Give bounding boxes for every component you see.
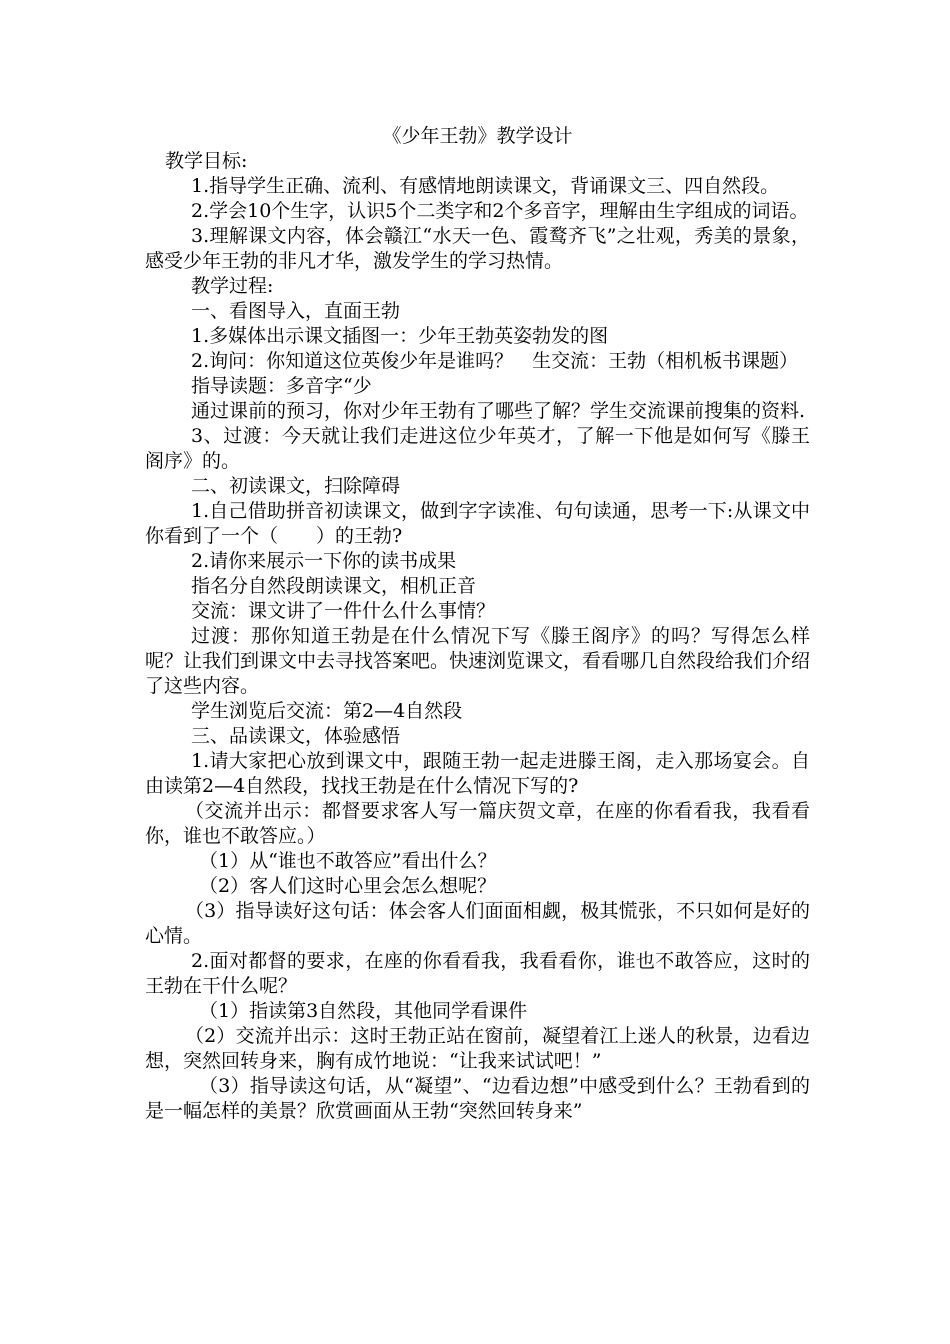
paragraph: 1.请大家把心放到课文中，跟随王勃一起走进滕王阁，走入那场宴会。自由读第2—4自然段，找找王勃是在什么情况下写的? bbox=[145, 750, 810, 797]
document-title: 《少年王勃》教学设计 bbox=[382, 125, 573, 147]
paragraph: （2）交流并出示：这时王勃正站在窗前，凝望着江上迷人的秋景，边看边想，突然回转身来，胸有成竹地说：“让我来试试吧！” bbox=[145, 1025, 810, 1072]
paragraph: 2.请你来展示一下你的读书成果 bbox=[191, 550, 457, 572]
paragraph: （交流并出示：都督要求客人写一篇庆贺文章，在座的你看看我，我看看你，谁也不敢答应。） bbox=[145, 800, 810, 847]
paragraph: 1.指导学生正确、流利、有感情地朗读课文，背诵课文三、四自然段。 bbox=[191, 175, 780, 197]
paragraph: 教学过程: bbox=[191, 275, 274, 297]
paragraph: 二、初读课文，扫除障碍 bbox=[191, 475, 401, 497]
paragraph: 1.自己借助拼音初读课文，做到字字读准、句句读通，思考一下:从课文中你看到了一个（ ）的王勃? bbox=[145, 500, 810, 547]
paragraph: 2.询问：你知道这位英俊少年是谁吗？ 生交流：王勃（相机板书课题） bbox=[191, 350, 799, 372]
paragraph: （3）指导读这句话，从“凝望”、“边看边想”中感受到什么？王勃看到的是一幅怎样的美景？欣赏画面从王勃“突然回转身来” bbox=[145, 1075, 810, 1122]
paragraph: 教学目标: bbox=[165, 150, 248, 172]
paragraph: 交流：课文讲了一件什么什么事情？ bbox=[191, 600, 496, 622]
paragraph: （2）客人们这时心里会怎么想呢？ bbox=[199, 875, 497, 897]
paragraph: 2.学会10个生字，认识5个二类字和2个多音字，理解由生字组成的词语。 bbox=[191, 200, 809, 222]
paragraph-list bbox=[145, 149, 810, 1124]
paragraph: 指导读题：多音字“少 bbox=[191, 375, 372, 397]
paragraph: 3、过渡：今天就让我们走进这位少年英才，了解一下他是如何写《滕王阁序》的。 bbox=[145, 425, 810, 472]
paragraph: 1.多媒体出示课文插图一：少年王勃英姿勃发的图 bbox=[191, 325, 609, 347]
paragraph: 3.理解课文内容，体会赣江“水天一色、霞鹜齐飞”之壮观，秀美的景象，感受少年王勃的非凡才华，激发学生的学习热情。 bbox=[145, 225, 810, 272]
paragraph: 一、看图导入，直面王勃 bbox=[191, 300, 401, 322]
document-body bbox=[145, 124, 810, 1124]
paragraph: 指名分自然段朗读课文，相机正音 bbox=[191, 575, 477, 597]
paragraph: 学生浏览后交流：第2—4自然段 bbox=[191, 700, 463, 722]
paragraph: （1）从“谁也不敢答应”看出什么？ bbox=[199, 850, 497, 872]
paragraph: 2.面对都督的要求，在座的你看看我，我看看你，谁也不敢答应，这时的王勃在干什么呢？ bbox=[145, 950, 810, 997]
paragraph: 过渡：那你知道王勃是在什么情况下写《滕王阁序》的吗？写得怎么样呢？让我们到课文中去寻找答案吧。快速浏览课文，看看哪几自然段给我们介绍了这些内容。 bbox=[145, 625, 811, 697]
paragraph: 三、品读课文，体验感悟 bbox=[191, 725, 401, 747]
paragraph: 通过课前的预习，你对少年王勃有了哪些了解？学生交流课前搜集的资料. bbox=[191, 400, 806, 422]
paragraph: （3）指导读好这句话：体会客人们面面相觑，极其慌张，不只如何是好的心情。 bbox=[145, 900, 810, 947]
paragraph: （1）指读第3自然段，其他同学看课件 bbox=[199, 1000, 528, 1022]
